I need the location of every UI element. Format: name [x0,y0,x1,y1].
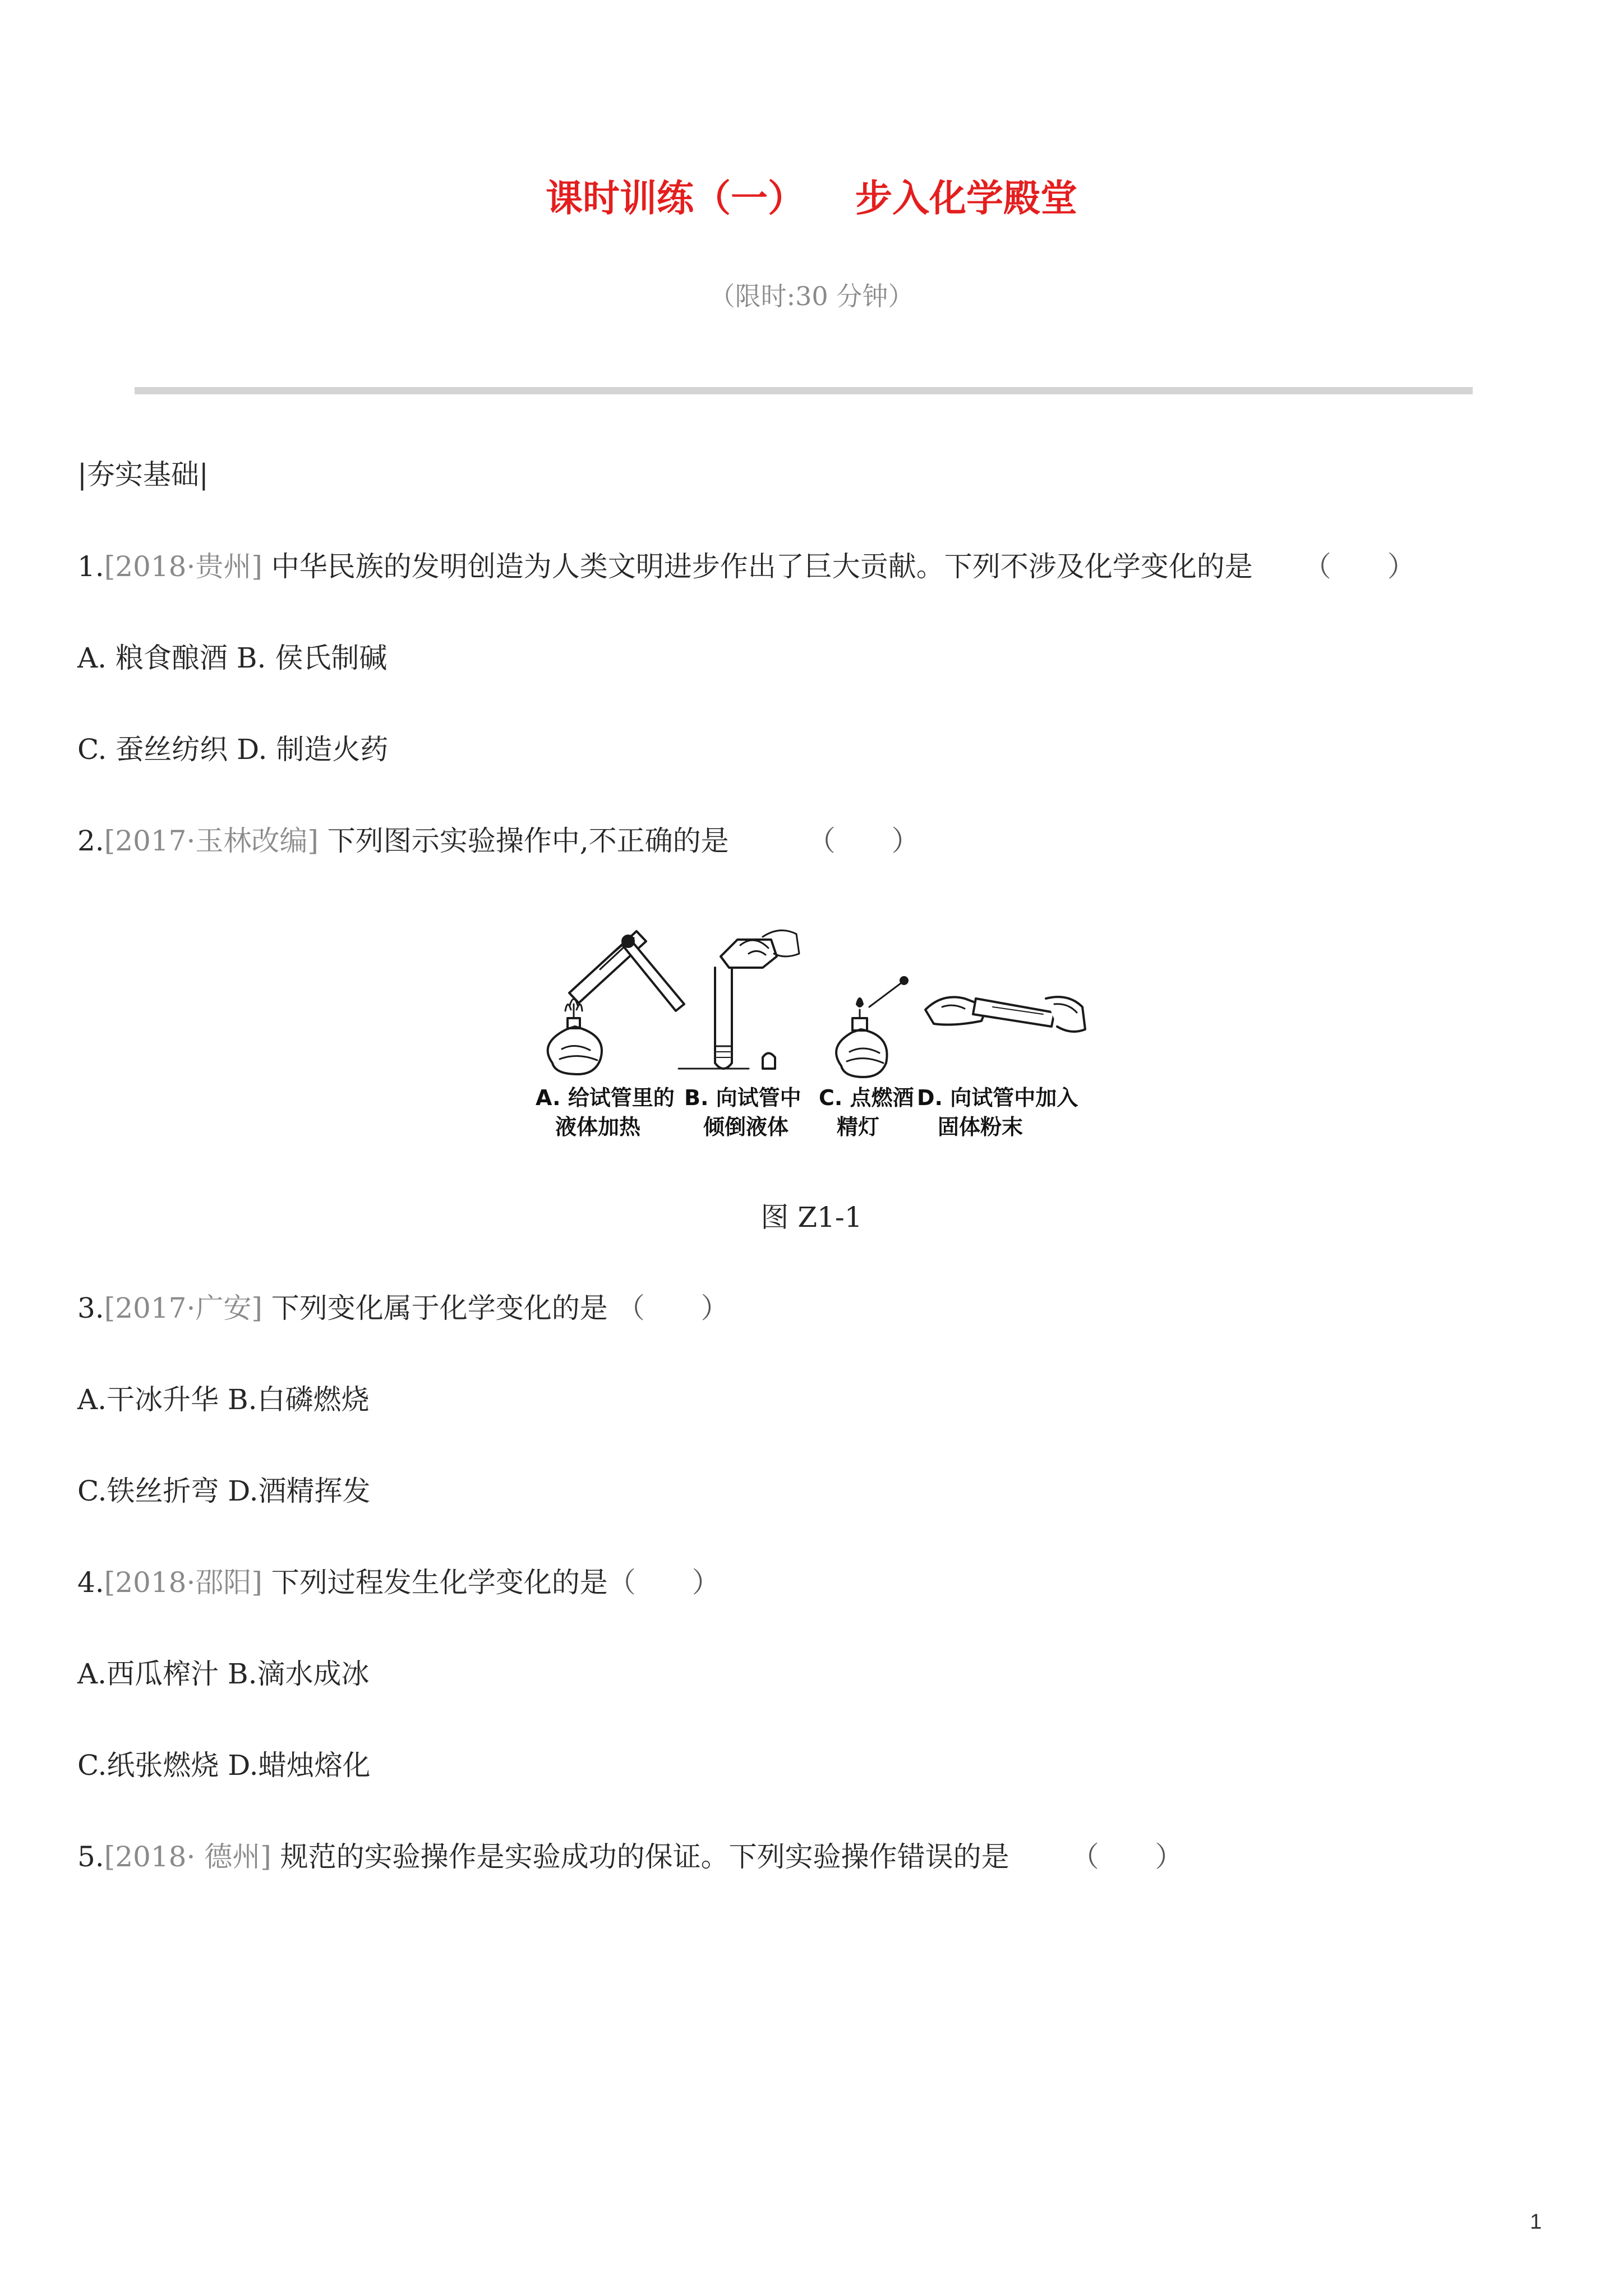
question-text: 下列变化属于化学变化的是 [271,1292,608,1324]
figure-label-a-line2: 液体加热 [555,1115,641,1139]
figure-label-d-line2: 固体粉末 [938,1115,1023,1139]
question-1 [77,544,1415,585]
question-4-options-row2: C.纸张燃烧 D.蜡烛熔化 [77,1749,371,1782]
question-source: [2018·贵州] [104,550,262,583]
question-1-options-row2: C. 蚕丝纺织 D. 制造火药 [77,733,389,766]
question-text: 下列过程发生化学变化的是 [271,1566,608,1599]
answer-blank: （ ） [607,1566,720,1599]
answer-blank: （ ） [616,1292,729,1324]
question-text: 下列图示实验操作中,不正确的是 [327,825,729,857]
question-5 [77,1834,1183,1875]
section-label: |夯实基础| [77,458,209,491]
question-4 [77,1560,720,1600]
title-part2: 步入化学殿堂 [855,177,1077,220]
page-number: 1 [1530,2210,1542,2234]
question-text: 规范的实验操作是实验成功的保证。下列实验操作错误的是 [280,1841,1009,1873]
question-2 [77,818,920,859]
question-text: 中华民族的发明创造为人类文明进步作出了巨大贡献。下列不涉及化学变化的是 [271,550,1253,583]
question-source: [2018· 德州] [104,1841,271,1873]
figure-b-pouring-liquid [679,931,799,1069]
figure-label-b-line1: B. 向试管中 [684,1085,801,1110]
question-3 [77,1286,729,1326]
question-source: [2017·玉林改编] [104,825,319,857]
time-limit: （限时:30 分钟） [709,281,914,311]
question-number: 3. [77,1292,104,1324]
answer-blank: （ ） [1071,1841,1183,1873]
question-number: 5. [77,1841,104,1873]
experiment-figure [516,914,1110,1150]
figure-label-b-line2: 倾倒液体 [703,1115,789,1139]
header-divider [135,387,1473,394]
question-number: 2. [77,825,104,857]
figure-labels [536,1085,1078,1139]
question-source: [2017·广安] [104,1292,262,1324]
question-source: [2018·邵阳] [104,1566,262,1599]
question-number: 4. [77,1566,104,1599]
figure-a-heating-tube [548,931,684,1074]
question-3-options-row2: C.铁丝折弯 D.酒精挥发 [77,1475,371,1507]
figure-label-a-line1: A. 给试管里的 [536,1085,675,1110]
answer-blank: （ ） [1303,550,1415,583]
figure-d-adding-powder [925,997,1085,1032]
question-number: 1. [77,550,104,583]
figure-label-c-line2: 精灯 [837,1115,880,1139]
figure-c-lighting-lamp [836,977,907,1077]
title-part1: 课时训练（一） [546,177,805,220]
page-title [0,168,1623,222]
question-4-options-row1: A.西瓜榨汁 B.滴水成冰 [77,1658,370,1690]
answer-blank: （ ） [807,825,920,857]
figure-label-d-line1: D. 向试管中加入 [917,1085,1078,1110]
figure-label-c-line1: C. 点燃酒 [819,1085,914,1110]
question-3-options-row1: A.干冰升华 B.白磷燃烧 [77,1383,370,1416]
figure-caption: 图 Z1-1 [760,1201,863,1234]
question-1-options-row1: A. 粮食酿酒 B. 侯氏制碱 [77,642,388,674]
